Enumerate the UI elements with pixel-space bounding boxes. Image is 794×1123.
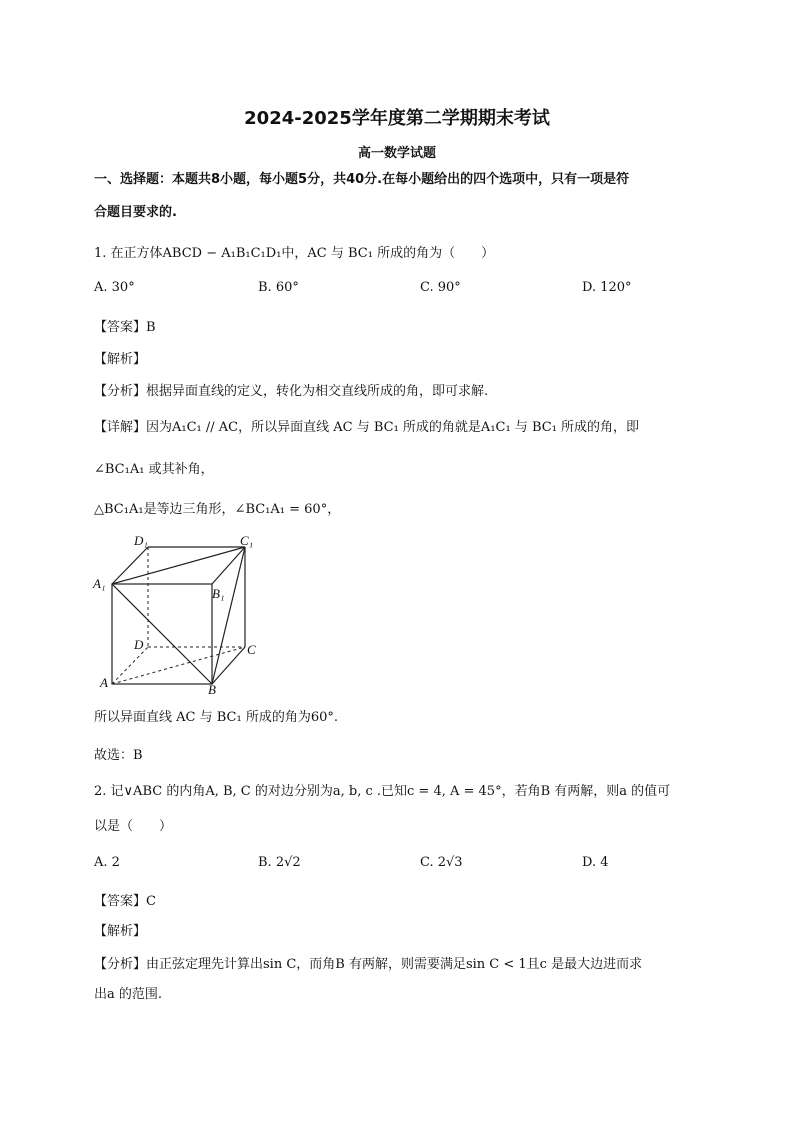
q2-option-b: B. 2√2 (258, 855, 301, 870)
q1-answer: 【答案】B (94, 320, 156, 335)
section-heading: 一、选择题：本题共8小题，每小题5分，共40分.在每小题给出的四个选项中，只有一项是符 (94, 172, 630, 187)
label-a1: A₁ (93, 576, 106, 591)
q1-detail-1: 【详解】因为A₁C₁ // AC，所以异面直线 AC 与 BC₁ 所成的角就是A₁C₁ 与 BC₁ 所成的角，即 (94, 420, 640, 435)
label-b: B (208, 682, 216, 697)
label-d1: D₁ (134, 533, 148, 548)
q1-option-c: C. 90° (420, 280, 461, 295)
label-b1: B₁ (212, 586, 225, 601)
label-a: A (100, 675, 108, 690)
q1-stem: 1. 在正方体ABCD − A₁B₁C₁D₁中，AC 与 BC₁ 所成的角为（ ） (94, 246, 495, 261)
q1-analysis: 【分析】根据异面直线的定义，转化为相交直线所成的角，即可求解. (94, 384, 489, 399)
q2-option-d: D. 4 (582, 855, 609, 870)
section-heading-cont: 合题目要求的. (94, 205, 177, 220)
page-title: 2024-2025学年度第二学期期末考试 (244, 108, 550, 129)
q2-stem-cont: 以是（ ） (94, 819, 173, 834)
label-d: D (134, 637, 144, 652)
q1-option-d: D. 120° (582, 280, 632, 295)
label-c1: C₁ (240, 533, 254, 548)
cube-figure (90, 532, 270, 697)
page-subtitle: 高一数学试题 (357, 146, 436, 161)
q1-detail-2: ∠BC₁A₁ 或其补角， (94, 462, 214, 477)
q2-option-c: C. 2√3 (420, 855, 463, 870)
q1-detail-3: △BC₁A₁是等边三角形，∠BC₁A₁ = 60°， (94, 502, 341, 517)
q1-option-a: A. 30° (94, 280, 135, 295)
q1-analysis-head: 【解析】 (94, 352, 147, 367)
q1-conclusion: 所以异面直线 AC 与 BC₁ 所成的角为60°. (94, 710, 338, 725)
label-c: C (247, 642, 256, 657)
q2-analysis: 【分析】由正弦定理先计算出sin C，而角B 有两解，则需要满足sin C < 1且c 是最大边进而求 (94, 957, 643, 972)
q2-analysis-cont: 出a 的范围. (94, 987, 163, 1002)
q1-option-b: B. 60° (258, 280, 299, 295)
q2-option-a: A. 2 (94, 855, 120, 870)
q2-analysis-head: 【解析】 (94, 924, 147, 939)
q2-stem: 2. 记∨ABC 的内角A, B, C 的对边分别为a, b, c .已知c = 4, A = 45°，若角B 有两解，则a 的值可 (94, 784, 671, 799)
q2-answer: 【答案】C (94, 894, 156, 909)
q1-choice: 故选：B (94, 748, 143, 763)
